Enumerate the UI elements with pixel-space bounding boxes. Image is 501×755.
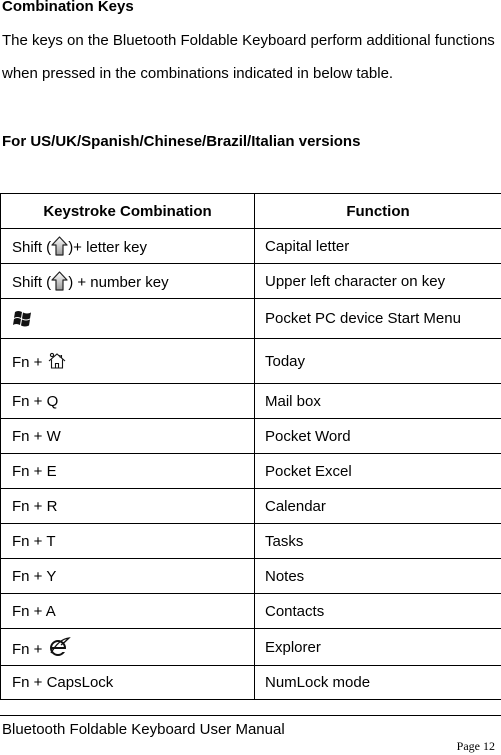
function-cell: Pocket PC device Start Menu	[255, 299, 501, 339]
keystroke-cell: Shift ( )+ letter key	[1, 229, 255, 264]
function-cell: Contacts	[255, 594, 501, 629]
section-heading: Combination Keys	[2, 0, 134, 15]
table-row	[1, 299, 501, 339]
shift-icon	[51, 236, 68, 256]
table-row	[1, 419, 501, 454]
keystroke-cell	[1, 299, 255, 339]
keystroke-cell: Fn + E	[1, 454, 255, 489]
keystroke-cell: Fn + W	[1, 419, 255, 454]
function-cell: Tasks	[255, 524, 501, 559]
function-cell: Mail box	[255, 384, 501, 419]
windows-logo-icon	[12, 308, 34, 330]
version-subheading: For US/UK/Spanish/Chinese/Brazil/Italian versions	[2, 133, 361, 150]
function-cell: NumLock mode	[255, 666, 501, 700]
shift-icon	[51, 271, 68, 291]
function-cell: Notes	[255, 559, 501, 594]
internet-explorer-icon	[47, 636, 71, 658]
table-header-row	[1, 194, 501, 229]
page-number: Page 12	[456, 739, 495, 753]
keystroke-cell: Fn + Y	[1, 559, 255, 594]
function-cell: Pocket Excel	[255, 454, 501, 489]
footer-divider	[0, 715, 501, 716]
table-row	[1, 666, 501, 700]
footer-title: Bluetooth Foldable Keyboard User Manual	[2, 721, 285, 738]
table-row	[1, 339, 501, 384]
function-cell: Explorer	[255, 629, 501, 666]
table-row	[1, 454, 501, 489]
function-cell: Today	[255, 339, 501, 384]
keystroke-cell: Fn +	[1, 629, 255, 666]
combination-keys-table	[0, 193, 501, 700]
function-cell: Upper left character on key	[255, 264, 501, 299]
intro-paragraph: The keys on the Bluetooth Foldable Keyboard perform additional functions when pressed in the combinations indicated in below table.	[2, 32, 495, 82]
table-row	[1, 264, 501, 299]
keystroke-cell: Fn +	[1, 339, 255, 384]
table-row	[1, 629, 501, 666]
keystroke-cell: Fn + A	[1, 594, 255, 629]
header-keystroke: Keystroke Combination	[1, 194, 255, 229]
table-row	[1, 594, 501, 629]
table-row	[1, 559, 501, 594]
header-function: Function	[255, 194, 501, 229]
table-row	[1, 384, 501, 419]
table-row	[1, 524, 501, 559]
keystroke-cell: Shift ( ) + number key	[1, 264, 255, 299]
keystroke-cell: Fn + R	[1, 489, 255, 524]
table-row	[1, 229, 501, 264]
table-row	[1, 489, 501, 524]
keystroke-cell: Fn + Q	[1, 384, 255, 419]
keystroke-cell: Fn + T	[1, 524, 255, 559]
keystroke-cell: Fn + CapsLock	[1, 666, 255, 700]
function-cell: Capital letter	[255, 229, 501, 264]
function-cell: Calendar	[255, 489, 501, 524]
home-icon	[47, 351, 67, 371]
function-cell: Pocket Word	[255, 419, 501, 454]
